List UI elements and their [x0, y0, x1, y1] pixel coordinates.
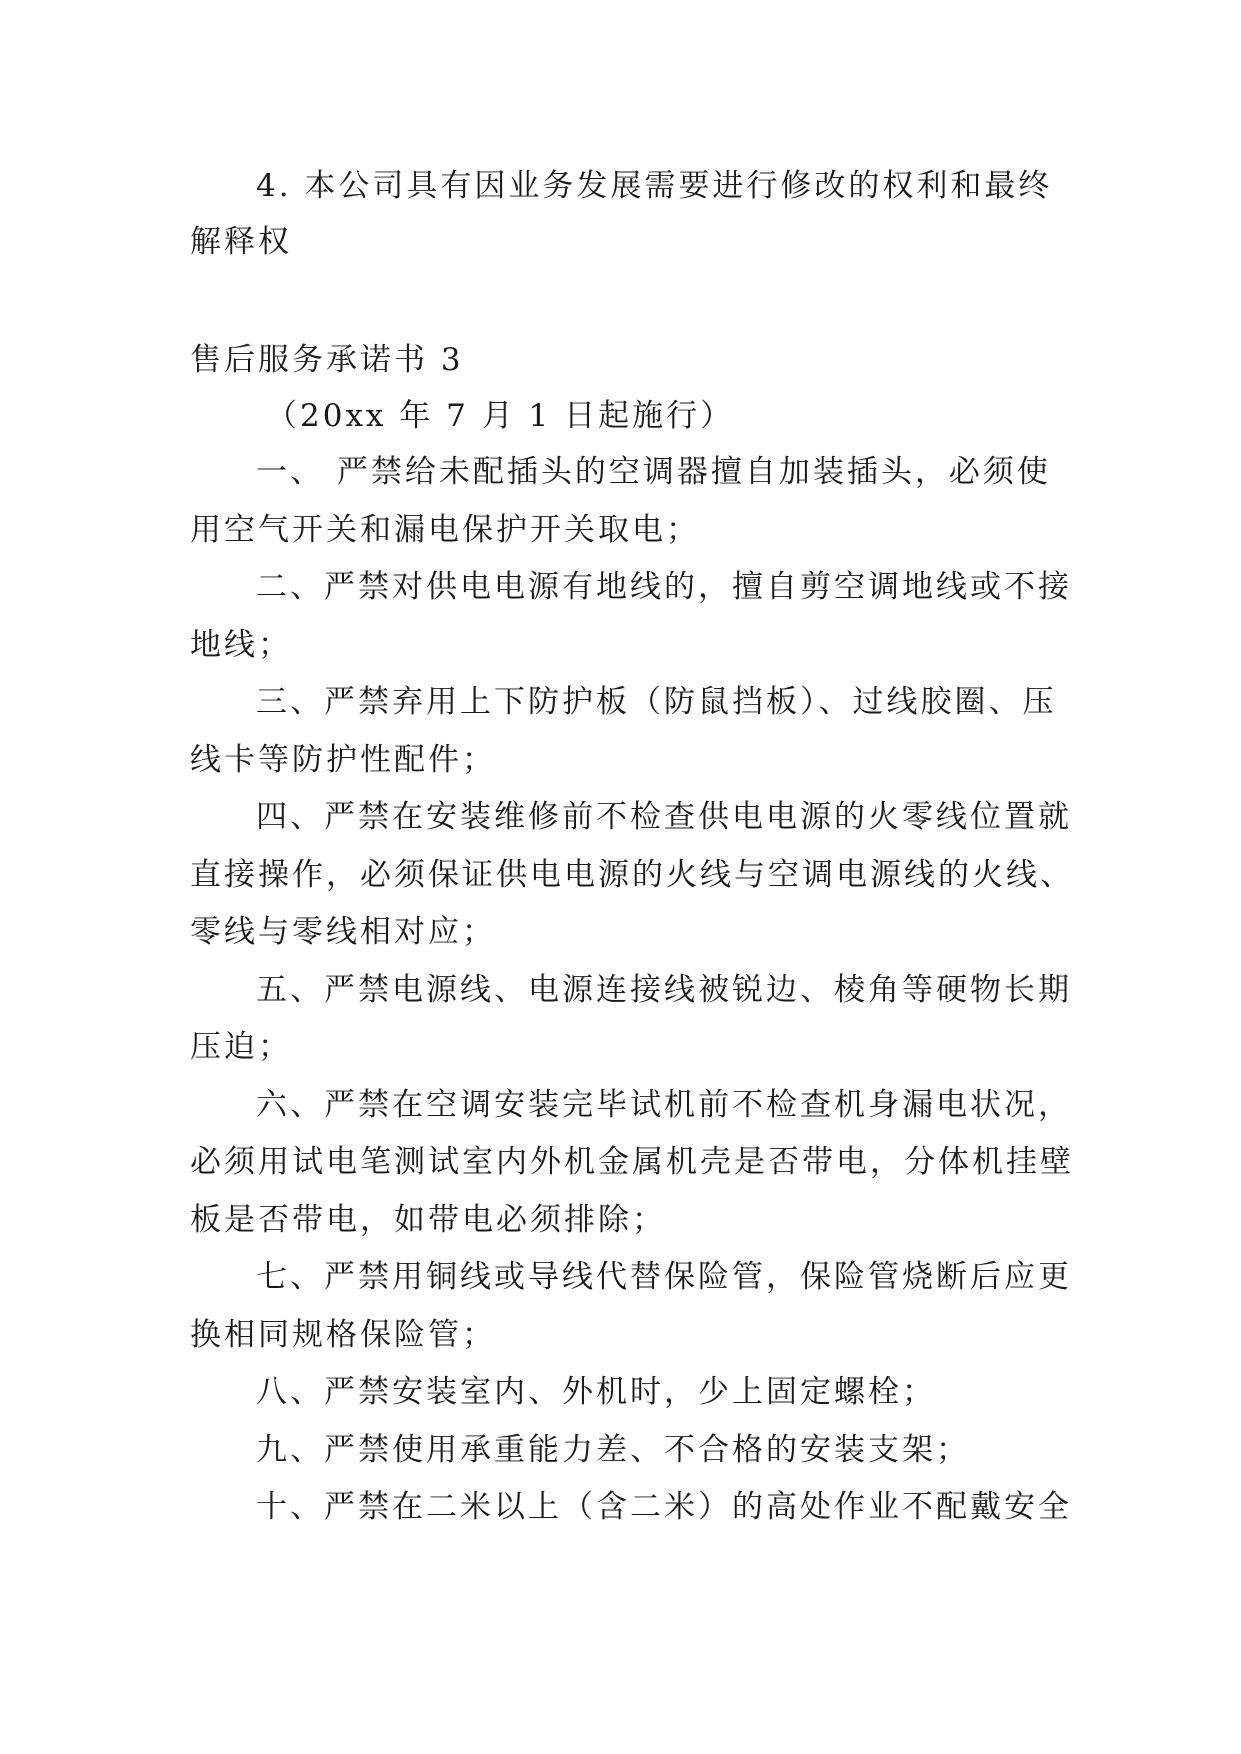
rule-1-line-1: 一、 严禁给未配插头的空调器擅自加装插头，必须使	[256, 454, 1051, 490]
rule-5-line-1: 五、严禁电源线、电源连接线被锐边、棱角等硬物长期	[256, 972, 1072, 1008]
rule-4-line-2: 直接操作，必须保证供电电源的火线与空调电源线的火线、	[190, 857, 1074, 893]
item-4-line-2: 解释权	[190, 224, 292, 260]
rule-9-line-1: 九、严禁使用承重能力差、不合格的安装支架；	[256, 1432, 970, 1468]
rule-3-line-1: 三、严禁弃用上下防护板（防鼠挡板）、过线胶圈、压	[256, 684, 1057, 720]
rule-5-line-2: 压迫；	[190, 1029, 292, 1065]
rule-8-line-1: 八、严禁安装室内、外机时，少上固定螺栓；	[256, 1374, 936, 1410]
rule-7-line-1: 七、严禁用铜线或导线代替保险管，保险管烧断后应更	[256, 1259, 1072, 1295]
date-note: （20xx 年 7 月 1 日起施行）	[266, 398, 735, 434]
rule-4-line-1: 四、严禁在安装维修前不检查供电电源的火零线位置就	[256, 799, 1072, 835]
item-4-line-1: 4. 本公司具有因业务发展需要进行修改的权利和最终	[256, 168, 1053, 204]
rule-4-line-3: 零线与零线相对应；	[190, 914, 496, 950]
rule-6-line-3: 板是否带电，如带电必须排除；	[190, 1202, 666, 1238]
rule-7-line-2: 换相同规格保险管；	[190, 1317, 496, 1353]
rule-1-line-2: 用空气开关和漏电保护开关取电；	[190, 512, 700, 548]
section-title: 售后服务承诺书 3	[190, 342, 464, 378]
rule-2-line-2: 地线；	[190, 627, 292, 663]
rule-10-line-1: 十、严禁在二米以上（含二米）的高处作业不配戴安全	[256, 1489, 1072, 1525]
rule-6-line-2: 必须用试电笔测试室内外机金属机壳是否带电，分体机挂壁	[190, 1144, 1074, 1180]
rule-2-line-1: 二、严禁对供电电源有地线的，擅自剪空调地线或不接	[256, 569, 1072, 605]
rule-3-line-2: 线卡等防护性配件；	[190, 742, 496, 778]
rule-6-line-1: 六、严禁在空调安装完毕试机前不检查机身漏电状况，	[256, 1087, 1072, 1123]
